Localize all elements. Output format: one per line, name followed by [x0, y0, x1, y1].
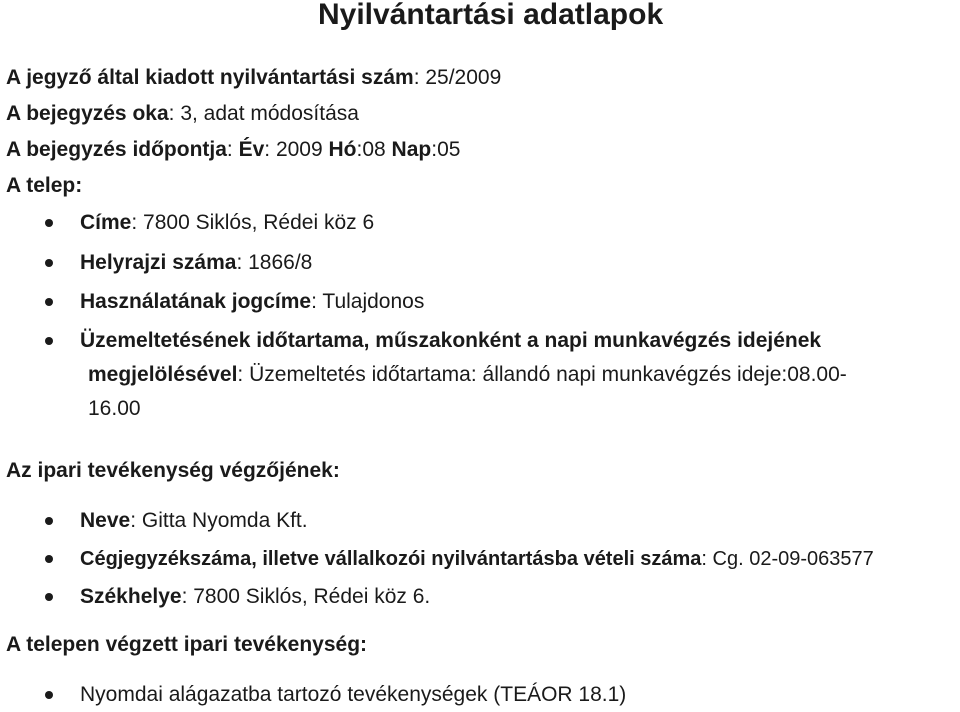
site-usage-value: Tulajdonos	[322, 290, 425, 313]
entry-date-year-label: Év	[238, 138, 265, 161]
site-usage-title	[80, 285, 424, 319]
operator-name-label: Neve	[80, 509, 131, 532]
activity-heading: A telepen végzett ipari tevékenység:	[6, 633, 368, 656]
site-operation-label-line2: megjelölésével	[88, 363, 238, 386]
bullet-icon	[45, 219, 53, 227]
bullet-icon	[45, 691, 53, 699]
site-operation-sep: :	[237, 363, 250, 386]
entry-date-year-value: : 2009	[264, 138, 329, 161]
bullet-icon	[45, 593, 53, 601]
bullet-icon	[45, 298, 53, 306]
operator-headquarters-value: 7800 Siklós, Rédei köz 6.	[193, 585, 431, 608]
site-usage-label: Használatának jogcíme	[80, 290, 312, 313]
registration-number-value: 25/2009	[425, 66, 502, 89]
bullet-icon	[45, 337, 53, 345]
entry-date-sep: :	[226, 138, 239, 161]
bullet-icon	[45, 555, 53, 563]
site-usage-sep: :	[311, 290, 323, 313]
site-address-value: 7800 Siklós, Rédei köz 6	[143, 211, 375, 234]
entry-date-line	[6, 137, 460, 163]
site-parcel-value: 1866/8	[248, 251, 313, 274]
operator-headquarters-label: Székhelye	[80, 585, 182, 608]
entry-reason-label: A bejegyzés oka	[6, 102, 169, 125]
operator-name-value: Gitta Nyomda Kft.	[141, 509, 308, 532]
operator-registration	[80, 542, 874, 576]
entry-date-month-value: :08	[356, 138, 392, 161]
site-parcel-label: Helyrajzi száma	[80, 251, 237, 274]
operator-heading: Az ipari tevékenység végzőjének:	[6, 459, 340, 482]
registration-number-line	[6, 65, 501, 91]
site-operation-line2	[80, 358, 847, 392]
bullet-icon	[45, 259, 53, 267]
bullet-icon	[45, 517, 53, 525]
site-parcel-number	[80, 246, 312, 280]
operator-registration-sep: :	[701, 548, 713, 570]
activity-description: Nyomdai alágazatba tartozó tevékenységek (TEÁOR 18.1)	[80, 683, 627, 706]
registration-number-label: A jegyző által kiadott nyilvántartási szám	[6, 66, 414, 89]
site-address	[80, 206, 374, 240]
page-title: Nyilvántartási adatlapok	[318, 0, 664, 31]
site-parcel-sep: :	[236, 251, 249, 274]
operator-headquarters	[80, 580, 430, 614]
operator-name	[80, 504, 308, 538]
site-operation-period	[80, 324, 847, 426]
entry-reason-line	[6, 101, 359, 127]
entry-date-day-value: :05	[431, 138, 461, 161]
operator-registration-value: Cg. 02-09-063577	[712, 548, 874, 570]
operator-headquarters-sep: :	[181, 585, 194, 608]
site-address-sep: :	[131, 211, 144, 234]
entry-date-month-label: Hó	[328, 138, 357, 161]
site-operation-value-line3: 16.00	[88, 397, 141, 420]
operator-name-sep: :	[130, 509, 142, 532]
entry-reason-value: 3, adat módosítása	[180, 102, 359, 125]
registration-number-sep: :	[413, 66, 426, 89]
site-operation-value-line2: Üzemeltetés időtartama: állandó napi munkavégzés ideje:08.00-	[249, 363, 847, 386]
operator-registration-label: Cégjegyzékszáma, illetve vállalkozói nyilvántartásba vételi száma	[80, 548, 702, 570]
site-heading: A telep:	[6, 174, 83, 197]
site-operation-label-line1: Üzemeltetésének időtartama, műszakonként a napi munkavégzés idejének	[80, 329, 822, 352]
site-address-label: Címe	[80, 211, 132, 234]
entry-date-day-label: Nap	[391, 138, 432, 161]
entry-date-label: A bejegyzés időpontja	[6, 138, 227, 161]
entry-reason-sep: :	[168, 102, 181, 125]
